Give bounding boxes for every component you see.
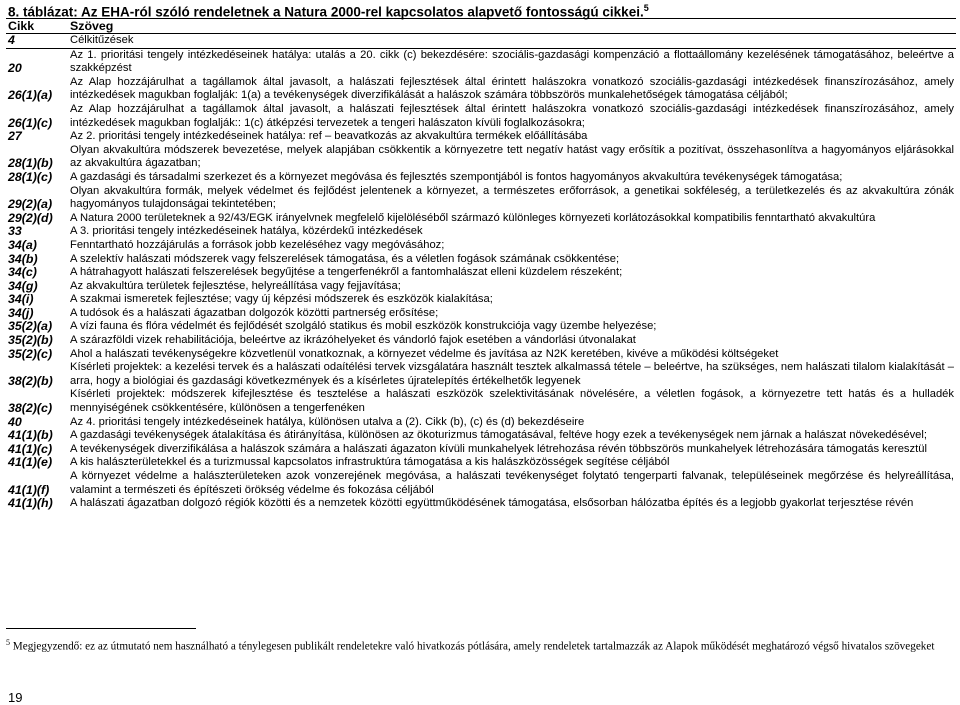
article-number: 27 (8, 129, 22, 144)
table-row (6, 429, 956, 443)
article-number: 20 (8, 61, 22, 76)
table-row (6, 34, 956, 49)
table-row (6, 416, 956, 430)
article-number: 34(i) (8, 292, 34, 307)
table-row (6, 225, 956, 239)
article-number: 35(2)(a) (8, 319, 53, 334)
table-row (6, 388, 956, 415)
header-szoveg: Szöveg (70, 19, 114, 33)
table-row (6, 361, 956, 388)
footnote-text: Megjegyzendő: ez az útmutató nem használható a ténylegesen publikált rendeletekre való hivatkozás pótlására, amely rendeletek tartalmazzák az Alapok működését meghatározó végső hivatalos szövegeket (12, 640, 935, 653)
table-row (6, 470, 956, 497)
article-number: 41(1)(b) (8, 428, 53, 443)
article-text: Az 1. prioritási tengely intézkedéseinek hatálya: utalás a 20. cikk (c) bekezdésére: szociális-gazdasági kompenzáció a flottaállomány kezelésének támogatásához, beleértve a szakképzést (70, 48, 954, 75)
article-number: 28(1)(c) (8, 169, 53, 184)
table-row (6, 293, 956, 307)
article-number: 29(2)(a) (8, 197, 53, 212)
article-text: Olyan akvakultúra módszerek bevezetése, melyek alapjában csökkentik a környezetre tett negatív hatást vagy erősítik a pozitívat, összehasonlítva a hagyományos eljárásokkal az akvakultúra ágazatban; (70, 143, 954, 170)
article-number: 35(2)(c) (8, 346, 53, 361)
table-row (6, 144, 956, 171)
footnote-mark: 5 (6, 638, 10, 647)
article-number: 35(2)(b) (8, 333, 53, 348)
table-row (6, 497, 956, 511)
article-text: Az Alap hozzájárulhat a tagállamok által javasolt, a halászati fejlesztések által érintett halászokra vonatkozó szociális-gazdasági intézkedések finanszírozásához, amely intézkedések magukban foglalják:: 1(c) átképzési tervezetek a tengeri halászaton kívüli foglalkozásokra; (70, 102, 954, 129)
article-text: A gazdasági és társadalmi szerkezet és a környezet megóvása és fejlesztés szempontjából is fontos hagyományos akvakultúra tevékenységek támogatása; (70, 170, 843, 183)
article-number: 29(2)(d) (8, 210, 53, 225)
article-text: A halászati ágazatban dolgozó régiók közötti és a nemzetek közötti együttműködésének támogatása, elsősorban hálózatba építés és a legjobb gyakorlat terjesztése révén (70, 497, 914, 510)
table-row (6, 76, 956, 103)
table-row (6, 443, 956, 457)
table-caption-text: 8. táblázat: Az EHA-ról szóló rendeletnek a Natura 2000-rel kapcsolatos alapvető fontosságú cikkei. (8, 4, 644, 20)
article-text: A tudósok és a halászati ágazatban dolgozók közötti partnerség erősítése; (70, 306, 439, 319)
article-text: Kísérleti projektek: módszerek kifejlesztése és tesztelése a halászati eszközök szelektivitásának növelésére, a véletlen fogások, a környezetre tett hatás és a hulladék mennyiségének csökkentésére, különösen a tengerfenéken (70, 388, 954, 415)
table-row (6, 171, 956, 185)
article-text: Célkitűzések (70, 34, 134, 46)
article-text: A Natura 2000 területeknek a 92/43/EGK irányelvnek megfelelő kijelöléséből származó különleges környezeti korlátozásokkal kompatibilis fenntartható akvakultúra (70, 211, 876, 224)
article-text: A gazdasági tevékenységek átalakítása és átirányítása, különösen az ökoturizmus támogatásával, feltéve hogy ezek a tevékenységek nem járnak a halászat növekedésével; (70, 429, 927, 442)
article-number: 34(j) (8, 305, 34, 320)
article-number: 26(1)(c) (8, 115, 53, 130)
article-number: 41(1)(e) (8, 455, 53, 470)
article-text: Az akvakultúra területek fejlesztése, helyreállítása vagy fejjavítása; (70, 279, 401, 292)
table-row (6, 280, 956, 294)
article-number: 40 (8, 414, 22, 429)
table-row (6, 348, 956, 362)
article-number: 41(1)(c) (8, 441, 53, 456)
table-row (6, 334, 956, 348)
table-row (6, 456, 956, 470)
article-number: 34(c) (8, 265, 37, 280)
article-text: Az 2. prioritási tengely intézkedéseinek hatálya: ref – beavatkozás az akvakultúra termékek előállításába (70, 130, 588, 143)
table-row (6, 307, 956, 321)
article-text: Fenntartható hozzájárulás a források jobb kezeléséhez vagy megóvásához; (70, 238, 445, 251)
table-row (6, 253, 956, 267)
article-number: 34(g) (8, 278, 38, 293)
article-text: Kísérleti projektek: a kezelési tervek és a halászati odaítélési tervek vizsgálatára használt tesztek alkalmassá tétele – beleértve, ha szükséges, nem halászati tilalom kialakítását – arra, hogy a biológiai és gazdasági következmények és a kísérletes újratelepítés értékelhetők legyenek (70, 361, 954, 387)
article-number: 33 (8, 224, 22, 239)
table-row (6, 185, 956, 212)
articles-table (6, 18, 956, 511)
article-text: A hátrahagyott halászati felszerelések begyűjtése a tengerfenékről a fantomhalászat elleni küzdelem részeként; (70, 266, 623, 279)
article-number: 28(1)(b) (8, 156, 53, 171)
footnote-divider (6, 628, 196, 629)
article-number: 41(1)(h) (8, 496, 53, 511)
article-text: Az 4. prioritási tengely intézkedéseinek hatálya, különösen utalva a (2). Cikk (b), (c) és (d) bekezdéseire (70, 415, 585, 428)
article-text: A szakmai ismeretek fejlesztése; vagy új képzési módszerek és eszközök kialakítása; (70, 293, 493, 306)
article-text: Olyan akvakultúra formák, melyek védelmet és fejlődést jelentenek a környezet, a természetes erőforrások, a genetikai sokféleség, a területkezelés és az akvakultúra zónák hagyományos tulajdonságai tekintetében; (70, 184, 954, 211)
article-number: 34(b) (8, 251, 38, 266)
table-row (6, 266, 956, 280)
article-number: 34(a) (8, 237, 37, 252)
article-text: A környezet védelme a halászterületeken azok vonzerejének megóvása, a halászati tevékenységet folytató tengerparti falvanak, településeinek megőrzése és helyreállítása, valamint a természeti és építészeti örökség védelme és fokozása céljából (70, 470, 954, 496)
footnote-reference: 5 (643, 3, 649, 13)
article-number: 38(2)(c) (8, 401, 53, 416)
page-number: 19 (8, 690, 23, 705)
header-cikk: Cikk (8, 19, 35, 33)
article-number: 41(1)(f) (8, 482, 50, 497)
article-text: A vízi fauna és flóra védelmét és fejlődését szolgáló statikus és mobil eszközök konstrukciója vagy üzembe helyezése; (70, 320, 657, 333)
article-text: Az Alap hozzájárulhat a tagállamok által javasolt, a halászati fejlesztések által érintett halászokra vonatkozó szociális-gazdasági intézkedések finanszírozásához, amely intézkedések magukban foglalják: 1(a) a tevékenységek diverzifikálását a halászok számára többszörös munkalehetőségek támogatása céljából; (70, 75, 954, 102)
table-header-row (6, 19, 956, 34)
article-number: 26(1)(a) (8, 88, 53, 103)
article-text: A 3. prioritási tengely intézkedéseinek hatálya, közérdekű intézkedések (70, 225, 423, 238)
article-text: Ahol a halászati tevékenységekre közvetlenül vonatkoznak, a környezet védelme és javítása az N2K keretében, kivéve a működési költségeket (70, 347, 779, 360)
article-number: 4 (8, 33, 15, 47)
table-row (6, 320, 956, 334)
article-text: A szárazföldi vizek rehabilitációja, beleértve az ikrázóhelyeket és vándorló fajok esetében a vándorlási útvonalakat (70, 334, 636, 347)
article-text: A kis halászterületekkel és a turizmussal kapcsolatos infrastruktúra támogatása a kis halászközösségek segítése céljából (70, 456, 670, 469)
article-text: A szelektív halászati módszerek vagy felszerelések támogatása, és a véletlen fogások számának csökkentése; (70, 252, 620, 265)
table-row (6, 212, 956, 226)
article-number: 38(2)(b) (8, 373, 53, 388)
article-text: A tevékenységek diverzifikálása a halászok számára a halászati ágazaton kívüli munkahelyek létrehozása révén többszörös munkahelyek létrehozására támogatás keresztül (70, 442, 927, 455)
table-row (6, 130, 956, 144)
table-row (6, 48, 956, 76)
footnote (6, 636, 951, 654)
table-row (6, 103, 956, 130)
table-row (6, 239, 956, 253)
